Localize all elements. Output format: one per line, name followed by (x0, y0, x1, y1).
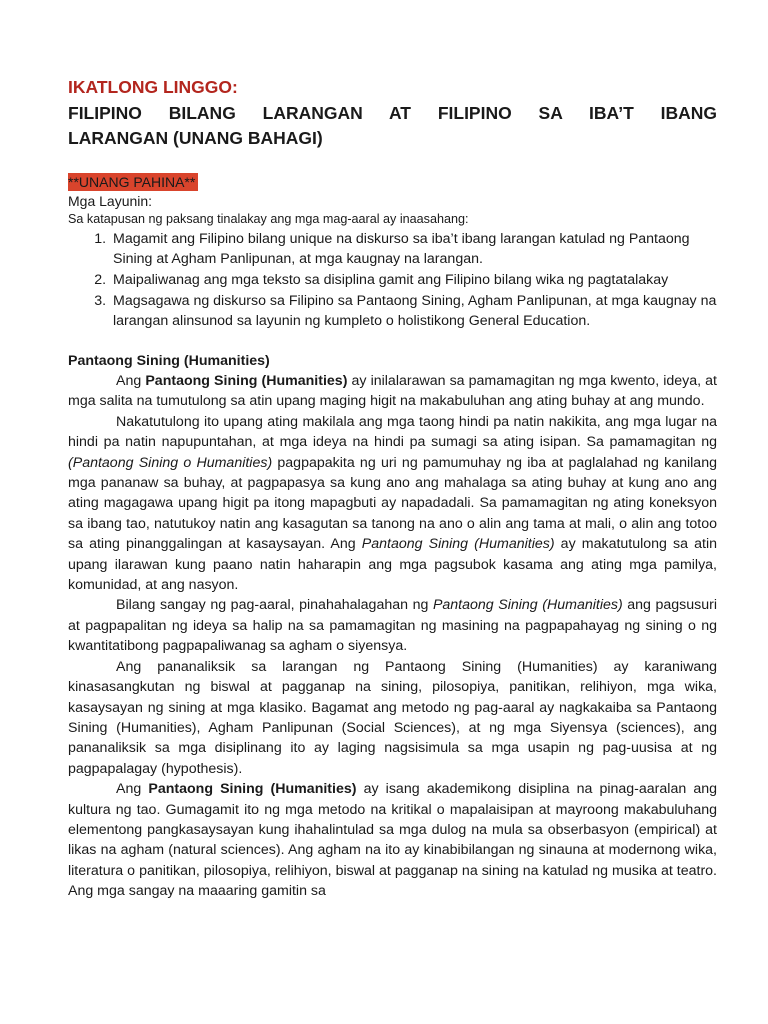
objective-item: 1. Magamit ang Filipino bilang unique na diskurso sa iba’t ibang larangan katulad ng Pantaong Sining at Agham Panlipunan, at mga kaugnay na larangan. (110, 229, 717, 269)
lesson-title-line-2: LARANGAN (UNANG BAHAGI) (68, 128, 323, 148)
document-content (68, 76, 717, 902)
text-run: ay inilalarawan sa pamamagitan ng mga kwento, ideya, at mga salita na tumutulong sa atin upang maging higit na makabuluhan ang ating buhay at ang mundo. (68, 373, 718, 410)
objectives-label: Mga Layunin: (68, 193, 153, 209)
paragraph-4: Ang pananaliksik sa larangan ng Pantaong Sining (Humanities) ay karaniwang kinasasangkutan ng biswal at pagganap na sining, pilosopiya, panitikan, relihiyon, mga wika, kasaysayan ng sining at mga klasiko. Bagamat ang metodo ng pag-aaral ay nagkakaiba sa Pantaong Sining (Humanities), Agham Panlipunan (Social Sciences), at ng mga Siyensya (sciences), ang pananaliksik sa mga disiplinang ito ay laging nagsisimula sa mga usapin ng pag-uusisa at ng pagpapalagay (hypothesis). (68, 658, 717, 777)
objective-item: 2. Maipaliwanag ang mga teksto sa disiplina gamit ang Filipino bilang wika ng pagtatalakay (110, 270, 717, 290)
objective-item: 3. Magsagawa ng diskurso sa Filipino sa Pantaong Sining, Agham Panlipunan, at mga kaugnay na larangan alinsunod sa layunin ng kumpleto o holistikong General Education. (110, 291, 717, 331)
objectives-list (68, 229, 717, 331)
paragraph-2 (68, 412, 717, 596)
text-run: Ang (116, 373, 146, 389)
page-marker: **UNANG PAHINA** (68, 173, 198, 191)
text-run: Ang (116, 781, 149, 798)
week-heading: IKATLONG LINGGO: (68, 77, 238, 97)
lesson-title (68, 101, 717, 151)
italic-term: Pantaong Sining (Humanities) (361, 536, 555, 553)
italic-term: (Pantaong Sining o Humanities) (68, 454, 273, 471)
bold-term: Pantaong Sining (Humanities) (145, 373, 348, 389)
section-title: Pantaong Sining (Humanities) (68, 353, 270, 369)
paragraph-5 (68, 779, 717, 901)
text-run: ay isang akademikong disiplina na pinag-aaralan ang kultura ng tao. Gumagamit ito ng mga metodo na kritikal o mapalaisipan at mayroong makabuluhang elementong pangkasaysayan kung ihahalintulad sa mga dulog na mula sa obserbasyon (empirical) at likas na agham (natural sciences). Ang agham na ito ay kinabibilangan ng sinauna at modernong wika, literatura o panitikan, pilosopiya, relihiyon, biswal at pagganap na sining na katulad ng musika at teatro. Ang mga sangay na maaaring gamitin sa (68, 781, 717, 900)
lesson-title-line-1: FILIPINO BILANG LARANGAN AT FILIPINO SA IBA’T IBANG (68, 103, 717, 123)
text-run: ang pagsusuri at pagpapalitan ng ideya sa halip na sa pamamagitan ng masining na pagpapahayag ng sining o ng kwantitatibong pagpapaliwanag sa agham o siyensya. (68, 597, 718, 655)
paragraph-3 (68, 595, 717, 656)
objectives-intro: Sa katapusan ng paksang tinalakay ang mga mag-aaral ay inaasahang: (68, 212, 469, 226)
text-run: pagpapakita ng uri ng pamumuhay ng iba at paglalahad ng kanilang mga pananaw sa buhay, at pagpapasya sa kung ano ang mahalaga sa ating buhay at kung ano ang ating magagawa upang higit pa itong mapagbuti ay napadadali. Sa pamamagitan ng ating koneksyon sa ibang tao, natutukoy natin ang kasagutan sa tanong na ano o alin ang tama at mali, o alin ang totoo sa ating pinanggalingan at kasaysayan. Ang (68, 454, 717, 553)
italic-term: Pantaong Sining (Humanities) (432, 597, 623, 614)
bold-term: Pantaong Sining (Humanities) (148, 781, 357, 798)
text-run: Nakatutulong ito upang ating makilala ang mga taong hindi pa natin nakikita, ang mga lugar na hindi pa natin napupuntahan, at mga ideya na hindi pa sumagi sa ating isipan. Sa pamamagitan ng (68, 413, 717, 451)
text-run: ay makatutulong sa atin upang ilarawan kung paano natin haharapin ang mga pagsubok kasama ang ating mga pamilya, komunidad, at ang nasyon. (68, 536, 718, 594)
text-run: Bilang sangay ng pag-aaral, pinahahalagahan ng (116, 597, 433, 614)
paragraph-1 (68, 371, 717, 412)
